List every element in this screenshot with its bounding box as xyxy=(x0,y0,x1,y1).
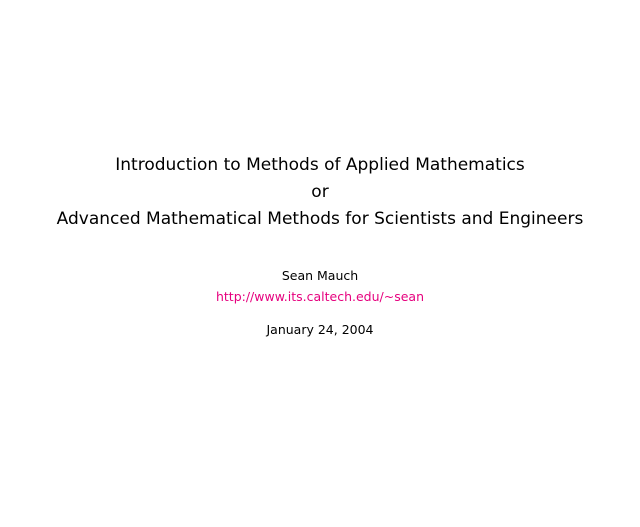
document-date: January 24, 2004 xyxy=(266,322,374,337)
author-name: Sean Mauch xyxy=(281,268,359,283)
author-block xyxy=(0,266,640,307)
title-connector: or xyxy=(311,182,329,202)
title-block xyxy=(0,152,640,233)
title-line-1: Introduction to Methods of Applied Mathematics xyxy=(115,155,525,175)
title-line-2: Advanced Mathematical Methods for Scientists and Engineers xyxy=(56,209,584,229)
author-url-link[interactable]: http://www.its.caltech.edu/~sean xyxy=(215,289,425,304)
